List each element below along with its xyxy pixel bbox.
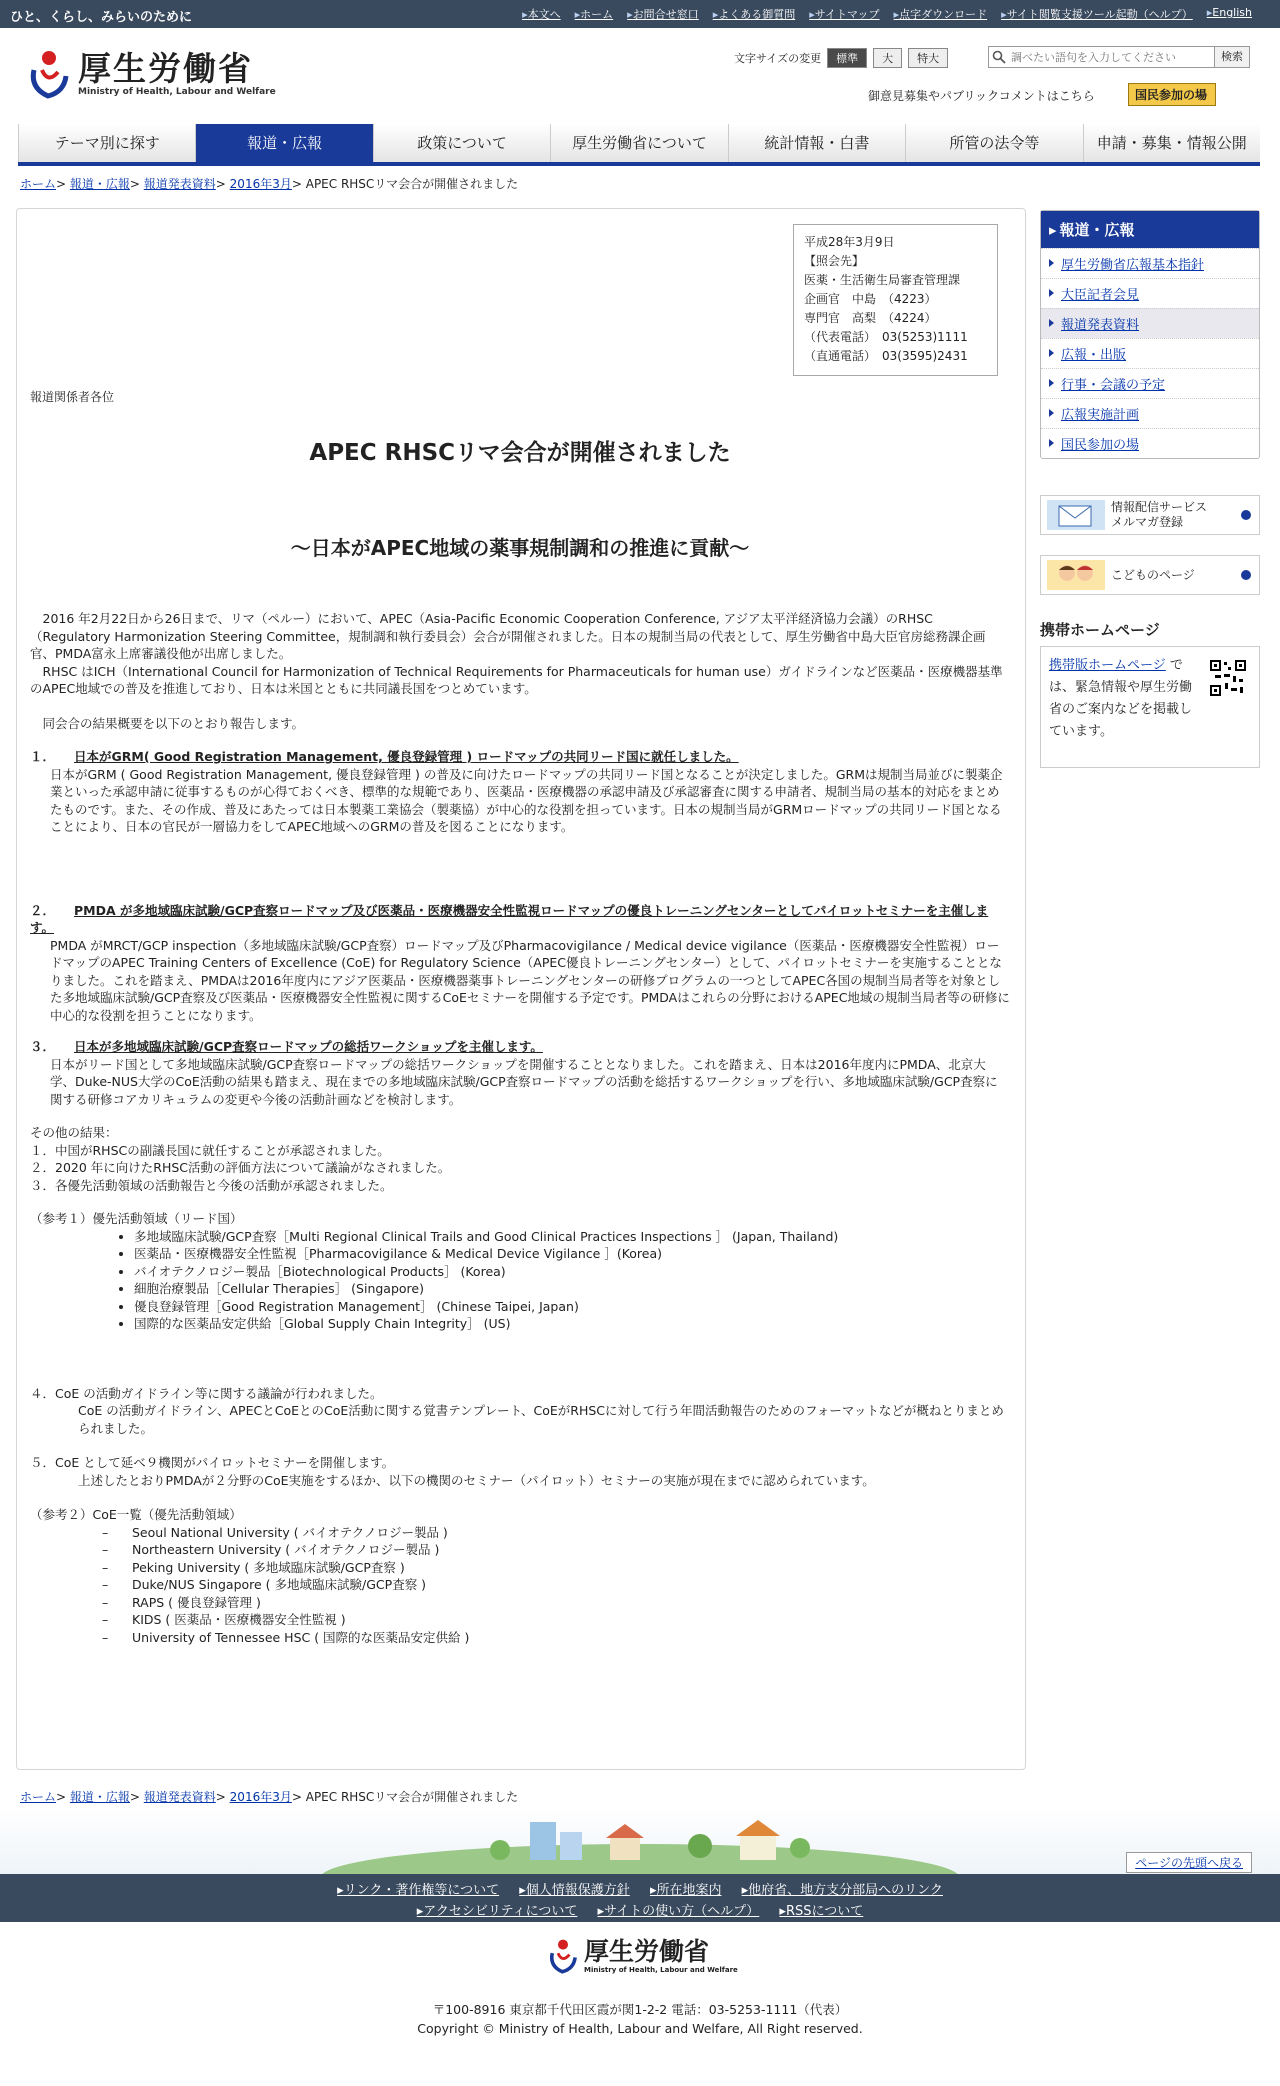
font-size-xlarge-button[interactable]: 特大 <box>908 48 948 68</box>
breadcrumb-bottom: ホーム> 報道・広報> 報道発表資料> 2016年3月> APEC RHSCリマ会合が開催されました <box>20 1790 519 1804</box>
sidebar <box>1040 210 1260 768</box>
nav-about[interactable]: 厚生労働省について <box>550 124 727 162</box>
site-search <box>988 46 1250 68</box>
global-nav <box>18 124 1260 166</box>
section-heading-text: PMDA が多地域臨床試験/GCP査察ロードマップ及び医薬品・医療機器安全性監視ロードマップの優良トレーニングセンターとしてパイロットセミナーを主催します。 <box>30 902 989 935</box>
logo-en-text: Ministry of Health, Labour and Welfare <box>78 87 276 97</box>
contact-person: 専門官 高梨 （4224） <box>804 311 937 325</box>
list-item: • 多地域臨床試験/GCP査察［Multi Regional Clinical Trails and Good Clinical Practices Inspections ］ (Japan, Thailand) <box>134 1228 1010 1246</box>
footer-logo-en: Ministry of Health, Labour and Welfare <box>584 1966 738 1974</box>
site-logo[interactable] <box>28 48 276 100</box>
font-size-standard-button[interactable]: 標準 <box>827 48 867 68</box>
list-item: – Northeastern University ( バイオテクノロジー製品 ) <box>102 1541 1010 1559</box>
sidebar-item-label[interactable]: 行事・会議の予定 <box>1061 378 1166 393</box>
section-heading <box>30 902 1010 937</box>
ministry-logo-icon <box>28 48 70 100</box>
town-illustration-icon <box>0 1808 1280 1874</box>
mobile-site-link[interactable]: 携帯版ホームページ <box>1049 658 1166 673</box>
footer-link-copyright[interactable]: ▸ リンク・著作権等について <box>337 1883 499 1898</box>
sidebar-item-pr-policy[interactable] <box>1041 248 1259 278</box>
link-sitemap[interactable]: ▸ サイトマップ <box>809 6 879 22</box>
footer-link-help[interactable]: ▸ サイトの使い方（ヘルプ） <box>598 1904 760 1919</box>
release-date: 平成28年3月9日 <box>804 235 895 249</box>
item4-text: CoE の活動ガイドライン、APECとCoEとのCoE活動に関する覚書テンプレート、CoEがRHSCに対して行う年間活動報告のためのフォーマットなどが概ねとりまとめられました。 <box>78 1403 1004 1436</box>
list-item: – Duke/NUS Singapore ( 多地域臨床試験/GCP査察 ) <box>102 1576 1010 1594</box>
nav-press[interactable]: 報道・広報 <box>195 124 372 162</box>
breadcrumb-month[interactable]: 2016年3月 <box>229 177 292 191</box>
press-recipient: 報道関係者各位 <box>30 390 115 404</box>
opinion-link[interactable]: 御意見募集やパブリックコメントはこちら <box>868 89 1095 103</box>
sidebar-item-label[interactable]: 広報実施計画 <box>1061 408 1140 423</box>
ref2-list <box>30 1524 1010 1647</box>
nav-laws[interactable]: 所管の法令等 <box>905 124 1082 162</box>
breadcrumb-current: > APEC RHSCリマ会合が開催されました <box>291 1790 519 1804</box>
section-heading-text: 日本がGRM( Good Registration Management, 優良登録管理 ) ロードマップの共同リード国に就任しました。 <box>74 749 739 764</box>
footer-illustration <box>0 1808 1280 1874</box>
article-body <box>30 610 1010 1646</box>
breadcrumb-home[interactable]: ホーム <box>20 1790 57 1804</box>
link-skip-to-content[interactable]: ▸ 本文へ <box>522 6 561 22</box>
breadcrumb-month[interactable]: 2016年3月 <box>229 1790 292 1804</box>
intro-paragraph: RHSC はICH（International Council for Harmonization of Technical Requirements for Pharmaceuticals for human use）ガイドラインなど医薬品・医療機器基準のAPEC地域での普及を推進しており、日本は米国とともに共同議長国をつとめています。 <box>30 663 1003 696</box>
spacer <box>30 698 1010 715</box>
contact-box <box>793 224 998 376</box>
children-icon <box>1047 560 1105 590</box>
page-title: APEC RHSCリマ会合が開催されました <box>309 440 731 466</box>
section-text: 日本がGRM ( Good Registration Management, 優良登録管理 ) の普及に向けたロードマップの共同リード国となることが決定しました。GRMは規制当局並びに製薬企業といった承認申請に従事するものが心得ておくべき、標準的な規範であり、医薬品・医療機器の承認申請及び承認審査に関する申請者、規制当局の基本的対応をまとめたものです。また、その作成、普及にあたっては日本製薬工業協会（製薬協）が中心的な役割を担っています。日本の規制当局がGRMロードマップの共同リード国となることにより、日本の官民が一層協力をしてAPEC地域へのGRMの普及を図ることになります。 <box>50 766 1003 834</box>
section-number: １． <box>30 749 56 764</box>
breadcrumb-press-releases[interactable]: 報道発表資料 <box>143 1790 216 1804</box>
item5-heading: ５．CoE として延べ９機関がパイロットセミナーを開催します。 <box>30 1455 395 1470</box>
ref1-list <box>30 1228 1010 1333</box>
breadcrumb-press[interactable]: 報道・広報 <box>69 177 130 191</box>
link-english[interactable]: ▸ English <box>1207 6 1252 22</box>
footer-address: 〒100-8916 東京都千代田区霞が関1-2-2 電話：03-5253-1111（代表） <box>432 2002 848 2017</box>
breadcrumb: ホーム> 報道・広報> 報道発表資料> 2016年3月> APEC RHSCリマ会合が開催されました <box>20 177 519 191</box>
kids-page-banner[interactable] <box>1040 555 1260 595</box>
breadcrumb-press-releases[interactable]: 報道発表資料 <box>143 177 216 191</box>
arrow-circle-icon <box>1241 510 1251 520</box>
mailmagazine-line2: メルマガ登録 <box>1111 515 1184 529</box>
footer-copyright: Copyright © Ministry of Health, Labour and Welfare, All Right reserved. <box>417 2021 863 2036</box>
item4-heading: ４．CoE の活動ガイドライン等に関する議論が行われました。 <box>30 1385 383 1401</box>
mailmagazine-line1: 情報配信サービス <box>1111 500 1208 514</box>
section-heading <box>30 748 1010 766</box>
sidebar-heading: ▸ 報道・広報 <box>1041 211 1259 248</box>
list-item: – Seoul National University ( バイオテクノロジー製品 ) <box>102 1524 1010 1542</box>
footer-link-rss[interactable]: ▸ RSSについて <box>779 1904 863 1919</box>
mailmagazine-banner[interactable] <box>1040 495 1260 535</box>
section-text: 日本がリード国として多地域臨床試験/GCP査察ロードマップの総括ワークショップを開催することとなりました。これを踏まえ、日本は2016年度内にPMDA、北京大学、Duke-NUS大学のCoE活動の結果も踏まえ、現在までの多地域臨床試験/GCP査察ロードマップの活動を総括するワークショップを行い、多地域臨床試験/GCP査察に関する研修コアカリキュラムの変更や今後の活動計画などを検討します。 <box>50 1056 998 1107</box>
breadcrumb-current: > APEC RHSCリマ会合が開催されました <box>291 177 519 191</box>
other-result-item: ３．各優先活動領域の活動報告と今後の活動が承認されました。 <box>30 1177 393 1193</box>
link-browsing-support[interactable]: ▸ サイト閲覧支援ツール起動（ヘルプ） <box>1001 6 1193 22</box>
sidebar-item-pr-plan[interactable] <box>1041 398 1259 428</box>
item5-text: 上述したとおりPMDAが２分野のCoE実施をするほか、以下の機関のセミナー（パイロット）セミナーの実施が現在までに認められています。 <box>78 1472 875 1488</box>
back-to-top-button[interactable]: ページの先頭へ戻る <box>1126 1852 1252 1873</box>
section-heading-text: 日本が多地域臨床試験/GCP査察ロードマップの総括ワークショップを主催します。 <box>74 1039 543 1054</box>
section-number: ３． <box>30 1039 56 1054</box>
logo-jp-text: 厚生労働省 <box>78 49 253 88</box>
footer-link-privacy[interactable]: ▸ 個人情報保護方針 <box>519 1883 630 1898</box>
top-bar <box>0 0 1280 28</box>
arrow-circle-icon <box>1241 570 1251 580</box>
sidebar-item-events[interactable] <box>1041 368 1259 398</box>
link-home[interactable]: ▸ ホーム <box>575 6 614 22</box>
search-icon <box>992 50 1006 64</box>
breadcrumb-press[interactable]: 報道・広報 <box>69 1790 130 1804</box>
list-item: – University of Tennessee HSC ( 国際的な医薬品安定供給 ) <box>102 1629 1010 1647</box>
list-item: • 優良登録管理［Good Registration Management］ (Chinese Taipei, Japan) <box>134 1298 1010 1316</box>
list-item: – Peking University ( 多地域臨床試験/GCP査察 ) <box>102 1559 1010 1577</box>
ministry-logo-icon <box>548 1937 578 1975</box>
sidebar-item-label[interactable]: 大臣記者会見 <box>1061 288 1140 303</box>
qr-code-icon <box>1209 659 1247 697</box>
other-result-item: １．中国がRHSCの副議長国に就任することが承認されました。 <box>30 1142 390 1158</box>
contact-phone: （代表電話） 03(5253)1111 <box>804 330 968 344</box>
section-text: PMDA がMRCT/GCP inspection（多地域臨床試験/GCP査察）ロードマップ及びPharmacovigilance / Medical device vigilance（医薬品・医療機器安全性監視）ロードマップのAPEC Training Centers of Excellence (CoE) for Regulatory Science（APEC優良トレーニングセンター）として、パイロットセミナーを実施することとなりました。これを踏まえ、PMDAは2016年度内にアジア医薬品・医療機器薬事トレーニングセンターの研修プログラムの一つとしてAPEC各国の規制当局者等を対象とした多地域臨床試験/GCP査察及び医薬品・医療機器安全性監視に関するCoEセミナーを開催する予定です。PMDAはこれらの分野におけるAPEC地域の規制当局者等の研修に中心的な役割を担うことになります。 <box>50 937 1010 1023</box>
link-contact[interactable]: ▸ お問合せ窓口 <box>627 6 699 22</box>
footer-logo-jp: 厚生労働省 <box>584 1937 710 1966</box>
kids-page-label: こどものページ <box>1111 567 1195 582</box>
footer-link-other-ministries[interactable]: ▸ 他府省、地方支分部局へのリンク <box>742 1883 943 1898</box>
sidebar-item-label[interactable]: 報道発表資料 <box>1061 318 1140 333</box>
search-input[interactable] <box>1009 50 1193 65</box>
sidebar-menu <box>1040 210 1260 459</box>
ref1-heading: （参考１）優先活動領域（リード国） <box>30 1211 243 1226</box>
nav-applications[interactable]: 申請・募集・情報公開 <box>1083 124 1260 162</box>
tagline: ひと、くらし、みらいのために <box>10 10 193 25</box>
section-heading <box>30 1038 1010 1056</box>
footer-link-accessibility[interactable]: ▸ アクセシビリティについて <box>417 1904 578 1919</box>
sidebar-item-label[interactable]: 広報・出版 <box>1061 348 1127 363</box>
other-results-heading: その他の結果： <box>30 1125 118 1140</box>
kokumin-sanka-button[interactable]: 国民参加の場 <box>1128 83 1216 106</box>
sidebar-item-press-conference[interactable] <box>1041 278 1259 308</box>
list-item: • バイオテクノロジー製品［Biotechnological Products］ (Korea) <box>134 1263 1010 1281</box>
sidebar-item-label[interactable]: 厚生労働省広報基本指針 <box>1061 258 1205 273</box>
nav-theme[interactable]: テーマ別に探す <box>18 124 195 162</box>
mobile-box <box>1040 646 1260 768</box>
sidebar-item-press-releases[interactable] <box>1041 308 1259 338</box>
breadcrumb-home[interactable]: ホーム <box>20 177 57 191</box>
intro-paragraph: 2016 年2月22日から26日まで、リマ（ペルー）において、APEC（Asia-Pacific Economic Cooperation Conference, アジア太平洋経済協力会議）のRHSC（Regulatory Harmonization Steering Committee，規制調和執行委員会）会合が開催されました。日本の規制当局の代表として、厚生労働省中島大臣官房総務課企画官、PMDA富永上席審議役他が出席しました。 <box>30 611 986 661</box>
list-item: • 医薬品・医療機器安全性監視［Pharmacovigilance & Medical Device Vigilance ］(Korea) <box>134 1245 1010 1263</box>
font-size-switcher <box>734 48 948 68</box>
contact-department: 医薬・生活衛生局審査管理課 <box>804 273 961 287</box>
mobile-text: では、緊急情報や厚生労働省のご案内などを掲載しています。 <box>1049 658 1193 739</box>
font-size-label: 文字サイズの変更 <box>734 52 822 65</box>
nav-policy[interactable]: 政策について <box>373 124 550 162</box>
page-subtitle: ～日本がAPEC地域の薬事規制調和の推進に貢献～ <box>290 536 750 560</box>
intro-paragraph: 同会合の結果概要を以下のとおり報告します。 <box>30 715 305 731</box>
footer-link-location[interactable]: ▸ 所在地案内 <box>650 1883 722 1898</box>
link-braille-download[interactable]: ▸ 点字ダウンロード <box>894 6 988 22</box>
search-button[interactable]: 検索 <box>1214 47 1249 67</box>
other-result-item: ２．2020 年に向けたRHSC活動の評価方法について議論がなされました。 <box>30 1160 451 1175</box>
list-item: – RAPS ( 優良登録管理 ) <box>102 1594 1010 1612</box>
footer-links <box>0 1874 1280 1922</box>
link-faq[interactable]: ▸ よくある御質問 <box>713 6 796 22</box>
sidebar-item-participation[interactable] <box>1041 428 1259 458</box>
ref2-heading: （参考２）CoE一覧（優先活動領域） <box>30 1507 242 1522</box>
font-size-large-button[interactable]: 大 <box>873 48 902 68</box>
footer-logo <box>548 1937 738 1975</box>
sidebar-item-label[interactable]: 国民参加の場 <box>1061 438 1140 453</box>
list-item: • 細胞治療製品［Cellular Therapies］ (Singapore) <box>134 1280 1010 1298</box>
sidebar-item-publications[interactable] <box>1041 338 1259 368</box>
mail-envelope-icon <box>1047 500 1105 530</box>
utility-links <box>522 6 1252 22</box>
nav-statistics[interactable]: 統計情報・白書 <box>728 124 905 162</box>
contact-phone: （直通電話） 03(3595)2431 <box>804 349 968 363</box>
list-item: • 国際的な医薬品安定供給［Global Supply Chain Integrity］ (US) <box>134 1315 1010 1333</box>
contact-person: 企画官 中島 （4223） <box>804 292 937 306</box>
section-number: ２． <box>30 902 56 918</box>
contact-heading: 【照会先】 <box>804 254 865 268</box>
mobile-heading: 携帯ホームページ <box>1040 621 1160 639</box>
list-item: – KIDS ( 医薬品・医療機器安全性監視 ) <box>102 1611 1010 1629</box>
